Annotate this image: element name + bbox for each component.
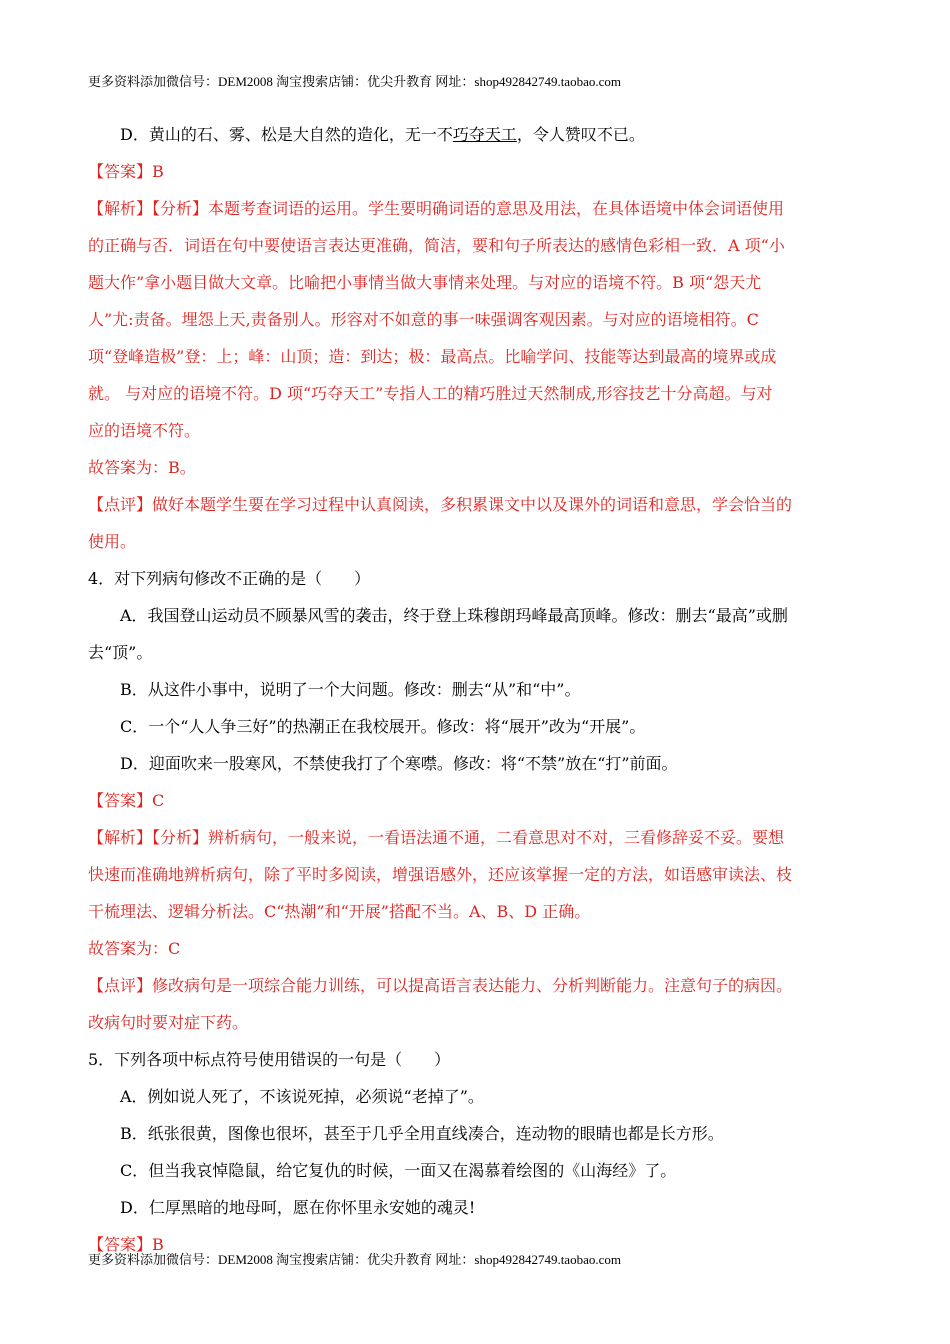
q4-analysis	[88, 819, 862, 930]
analysis-line: 题大作”拿小题目做大文章。比喻把小事情当做大事情来处理。与对应的语境不符。B 项“怨天尤	[88, 273, 762, 292]
comment-line: 改病句时要对症下药。	[88, 1013, 249, 1032]
analysis-line: 项“登峰造极”登：上；峰：山顶；造：到达；极：最高点。比喻学问、技能等达到最高的境界或成	[88, 347, 777, 366]
q3-answer: 【答案】B	[88, 162, 164, 181]
q3-comment	[88, 486, 862, 560]
q5-option-c: C．但当我哀悼隐鼠，给它复仇的时候，一面又在渴慕着绘图的《山海经》了。	[120, 1161, 677, 1180]
analysis-line: 干梳理法、逻辑分析法。C“热潮”和“开展”搭配不当。A、B、D 正确。	[88, 902, 591, 921]
comment-line: 【点评】修改病句是一项综合能力训练，可以提高语言表达能力、分析判断能力。注意句子的病因。	[88, 976, 793, 995]
q4-comment	[88, 967, 862, 1041]
q4-conclusion: 故答案为：C	[88, 939, 181, 958]
q4-stem: 4．对下列病句修改不正确的是（ ）	[88, 569, 371, 588]
q5-option-b: B．纸张很黄，图像也很坏，甚至于几乎全用直线凑合，连动物的眼睛也都是长方形。	[120, 1124, 724, 1143]
q4-option-d: D．迎面吹来一股寒风，不禁使我打了个寒噤。修改：将“不禁”放在“打”前面。	[120, 754, 678, 773]
option-line: 去“顶”。	[88, 643, 153, 662]
q5-option-a: A．例如说人死了，不该说死掉，必须说“老掉了”。	[120, 1087, 484, 1106]
q3-analysis	[88, 190, 862, 449]
analysis-line: 【解析】【分析】本题考查词语的运用。学生要明确词语的意思及用法，在具体语境中体会词语使用	[88, 199, 785, 218]
analysis-line: 【解析】【分析】辨析病句，一般来说，一看语法通不通，二看意思对不对，三看修辞妥不妥。要想	[88, 828, 785, 847]
q4-option-c: C．一个“人人争三好”的热潮正在我校展开。修改：将“展开”改为“开展”。	[120, 717, 646, 736]
q4-option-b: B．从这件小事中，说明了一个大问题。修改：删去“从”和“中”。	[120, 680, 581, 699]
analysis-line: 人”尤:责备。埋怨上天,责备别人。形容对不如意的事一味强调客观因素。与对应的语境相符。C	[88, 310, 759, 329]
analysis-line: 快速而准确地辨析病句，除了平时多阅读，增强语感外，还应该掌握一定的方法，如语感审读法、枝	[88, 865, 793, 884]
document-body	[88, 116, 862, 1263]
q3-conclusion: 故答案为：B。	[88, 458, 196, 477]
q5-stem: 5．下列各项中标点符号使用错误的一句是（ ）	[88, 1050, 451, 1069]
underlined-term: 巧夺天工	[452, 125, 517, 144]
analysis-line: 的正确与否．词语在句中要使语言表达更准确，简洁，要和句子所表达的感情色彩相一致．A 项“小	[88, 236, 785, 255]
q5-option-d: D．仁厚黑暗的地母呵，愿在你怀里永安她的魂灵!	[120, 1198, 476, 1217]
comment-line: 【点评】做好本题学生要在学习过程中认真阅读，多积累课文中以及课外的词语和意思，学会恰当的	[88, 495, 793, 514]
q4-option-a	[88, 597, 862, 671]
q5-answer: 【答案】B	[88, 1235, 164, 1254]
page-footer: 更多资料添加微信号：DEM2008 淘宝搜索店铺：优尖升教育 网址：shop492842749.taobao.com	[88, 1252, 621, 1267]
analysis-line: 应的语境不符。	[88, 421, 201, 440]
page-header: 更多资料添加微信号：DEM2008 淘宝搜索店铺：优尖升教育 网址：shop492842749.taobao.com	[88, 74, 621, 89]
q4-answer: 【答案】C	[88, 791, 165, 810]
comment-line: 使用。	[88, 532, 137, 551]
option-line: A．我国登山运动员不顾暴风雪的袭击，终于登上珠穆朗玛峰最高顶峰。修改：删去“最高”或删	[120, 606, 788, 625]
q3-option-d: D．黄山的石、雾、松是大自然的造化，无一不巧夺天工，令人赞叹不已。	[120, 125, 645, 144]
analysis-line: 就。 与对应的语境不符。D 项“巧夺天工”专指人工的精巧胜过天然制成,形容技艺十分高超。与对	[88, 384, 773, 403]
